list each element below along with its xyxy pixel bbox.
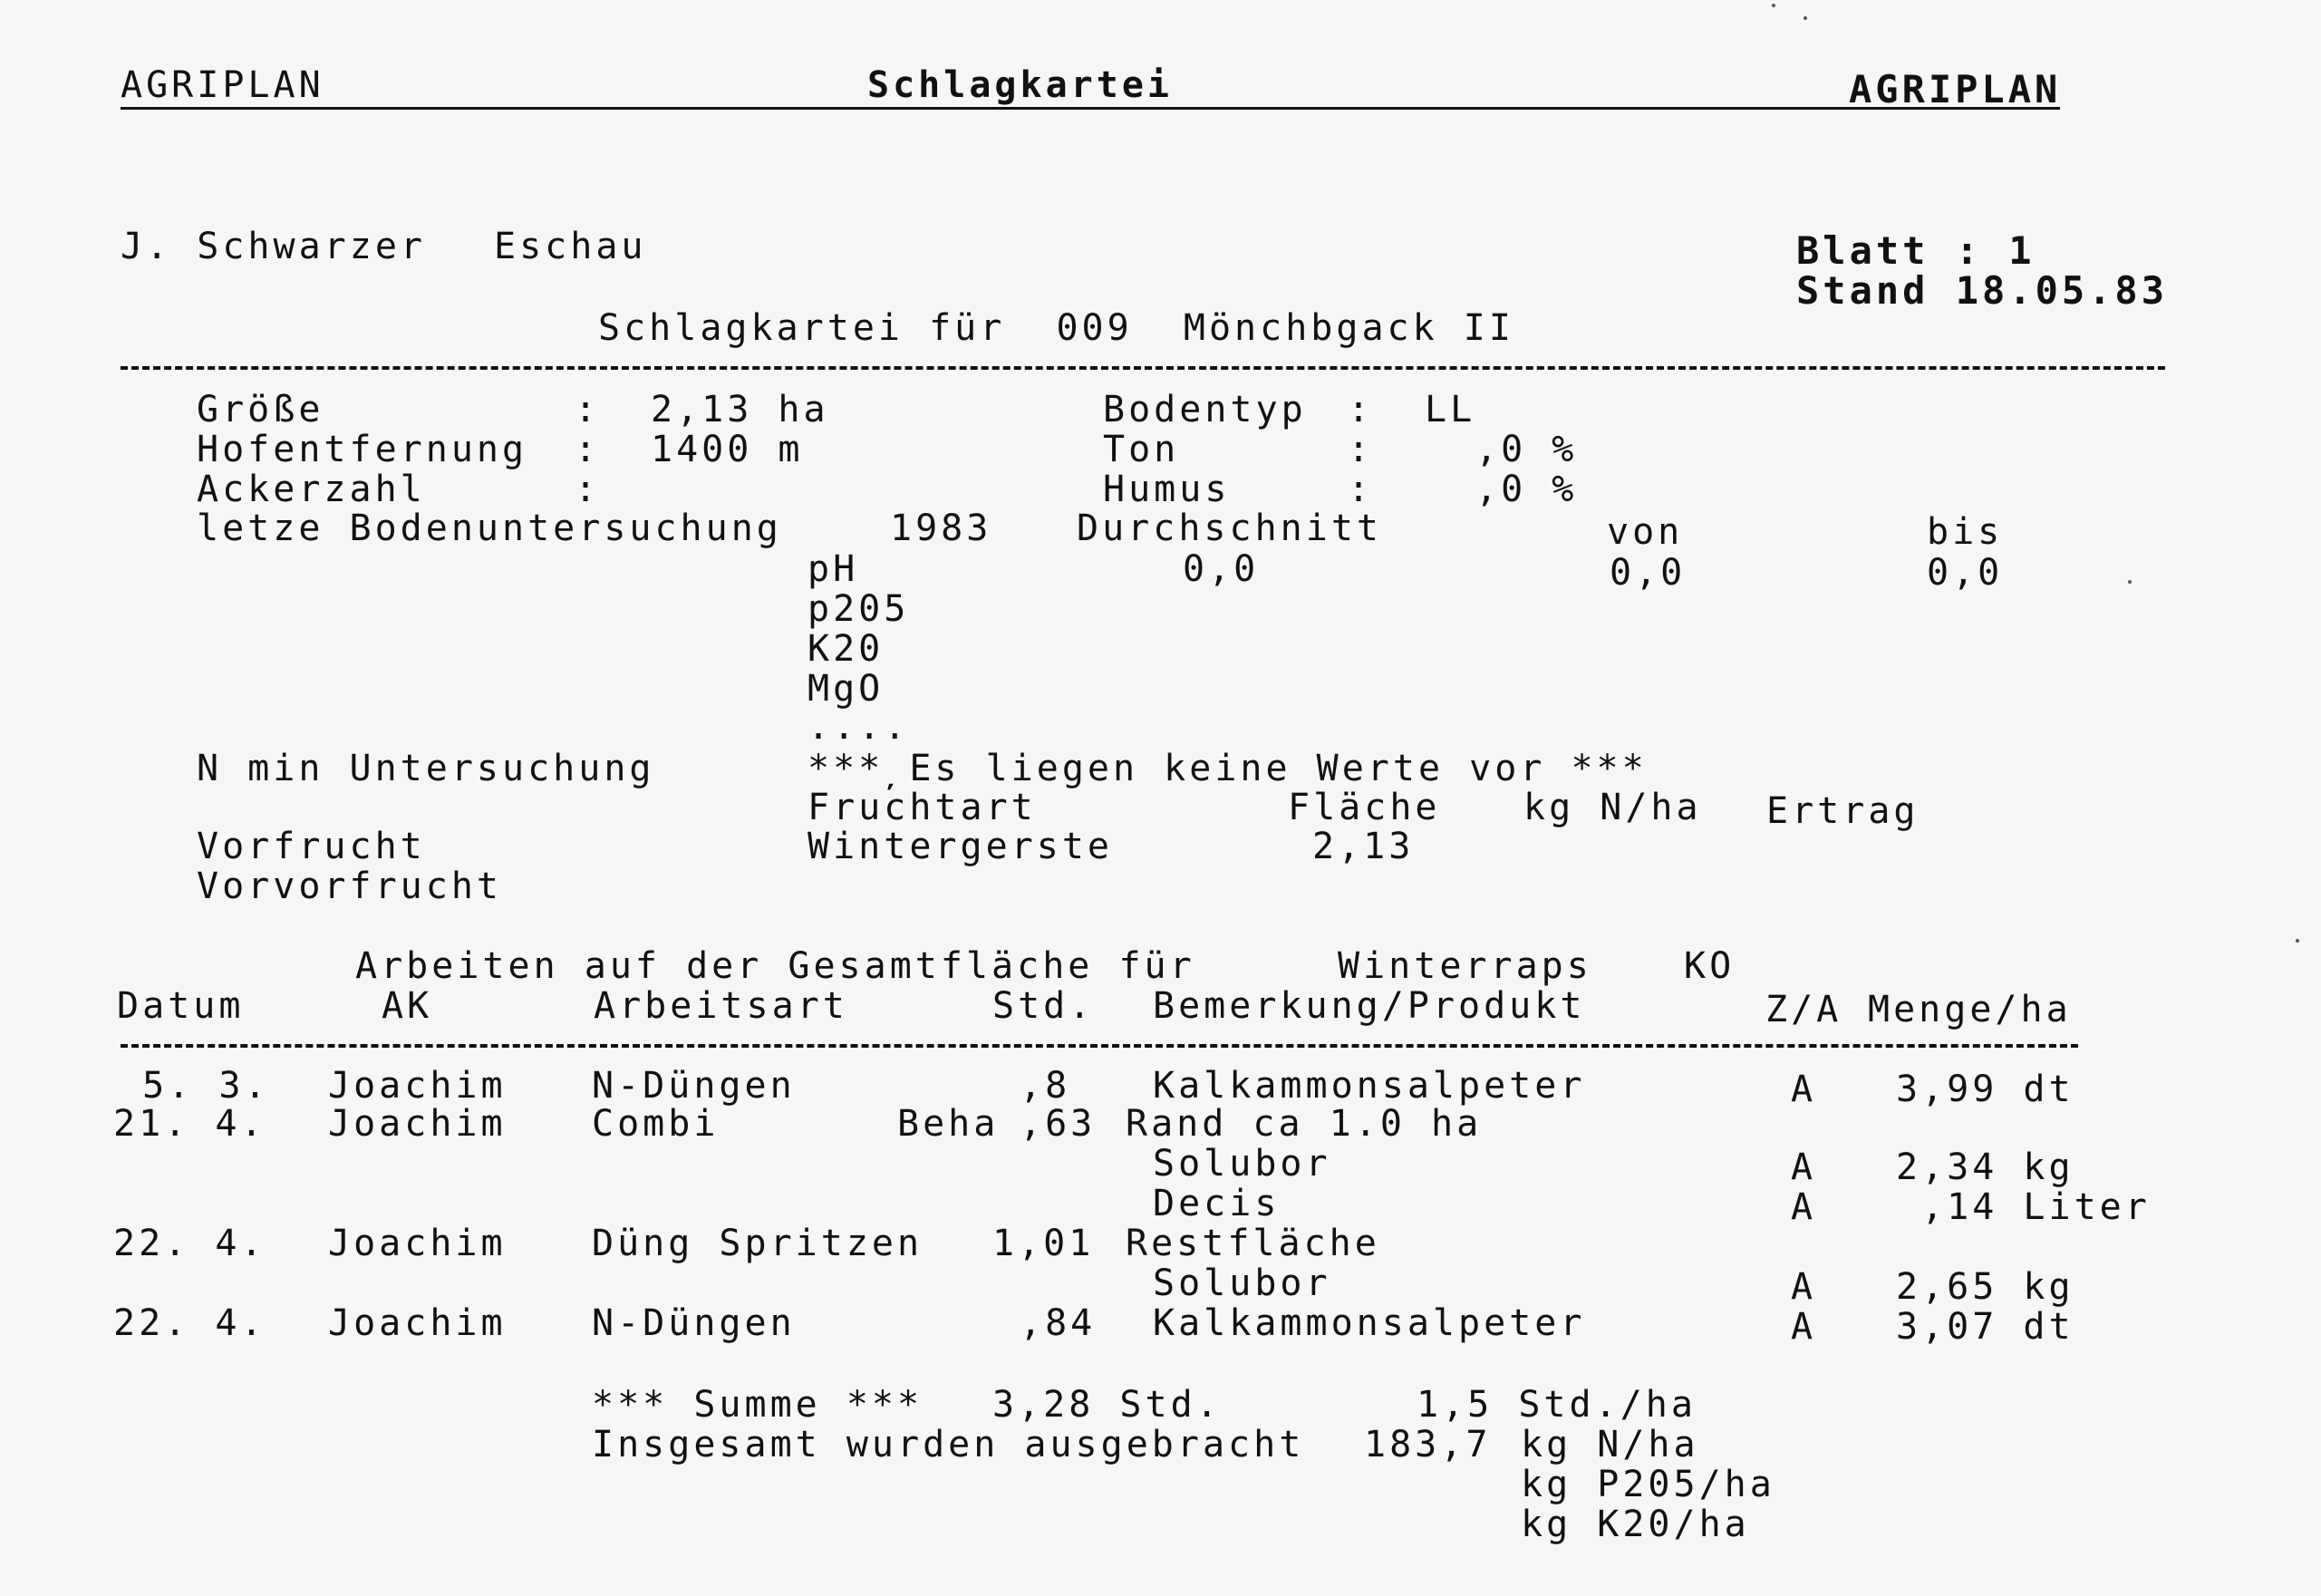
unit-n: kg N/ha	[1521, 1424, 1699, 1465]
nmin-label: N min Untersuchung	[197, 748, 655, 789]
sheet-number: Blatt : 1	[1796, 228, 2036, 273]
row-za: A	[1791, 1306, 1817, 1348]
crop-col-yield: Ertrag	[1766, 790, 1920, 832]
row-bem: Solubor	[1153, 1143, 1331, 1185]
bodentyp-label: Bodentyp	[1103, 389, 1307, 430]
row-menge: 2,65 kg	[1896, 1266, 2074, 1308]
row-bem: Rand ca 1.0 ha	[1126, 1103, 1483, 1145]
crop-col-crop: Fruchtart	[808, 787, 1037, 828]
row-art: N-Düngen	[592, 1302, 796, 1344]
soil-row-name: p205	[808, 588, 910, 630]
header-left: AGRIPLAN	[121, 64, 324, 106]
work-code: KO	[1684, 945, 1736, 987]
total-label: Insgesamt wurden ausgebracht	[592, 1424, 1305, 1465]
hof-value: 1400 m	[651, 429, 804, 470]
col-art: Arbeitsart	[594, 985, 848, 1027]
humus-label: Humus	[1103, 469, 1231, 510]
soil-col-from: von	[1607, 511, 1684, 553]
row-menge: 2,34 kg	[1896, 1146, 2074, 1188]
scan-speck	[2296, 939, 2299, 943]
crop-col-n: kg N/ha	[1523, 787, 1702, 828]
scan-speck	[2128, 580, 2132, 584]
groesse-colon: :	[575, 389, 601, 430]
soil-row-to: 0,0	[1927, 552, 2004, 594]
scan-speck	[1772, 4, 1775, 7]
header-center: Schlagkartei	[867, 64, 1173, 106]
ton-label: Ton	[1103, 429, 1180, 470]
divider-top	[121, 366, 2165, 370]
scan-speck	[1804, 16, 1807, 20]
row-std: ,63	[1020, 1103, 1097, 1145]
nmin-value: ***̦ Es liegen keine Werte vor ***	[808, 748, 1648, 789]
soil-row-name: pH	[808, 548, 859, 590]
sum-label: *** Summe ***	[592, 1384, 924, 1426]
soil-year: 1983	[890, 508, 992, 549]
unit-p: kg P205/ha	[1521, 1464, 1775, 1505]
row-menge: 3,99 dt	[1896, 1069, 2074, 1110]
col-ak: AK	[382, 985, 433, 1027]
row-std: ,8	[1020, 1065, 1071, 1107]
bodentyp-colon: :	[1348, 389, 1374, 430]
sum-per-ha: 1,5 Std./ha	[1417, 1384, 1697, 1426]
row-bem: Solubor	[1153, 1262, 1331, 1304]
acker-label: Ackerzahl	[197, 469, 426, 510]
sum-value: 3,28 Std.	[992, 1384, 1222, 1426]
hof-colon: :	[575, 429, 601, 470]
vorvorfrucht-label: Vorvorfrucht	[197, 866, 502, 907]
row-ak: Joachim	[328, 1065, 507, 1107]
row-std: 1,01	[992, 1223, 1095, 1264]
row-ak: Joachim	[328, 1223, 507, 1264]
row-za: A	[1791, 1069, 1817, 1110]
soil-label: letze Bodenuntersuchung	[197, 508, 782, 549]
row-bem: Kalkammonsalpeter	[1153, 1065, 1586, 1107]
col-bem: Bemerkung/Produkt	[1153, 985, 1586, 1027]
row-menge: 3,07 dt	[1896, 1306, 2074, 1348]
total-n-value: 183,7	[1364, 1424, 1492, 1465]
row-bem: Restfläche	[1126, 1223, 1380, 1264]
vorfrucht-label: Vorfrucht	[197, 826, 426, 867]
header-right: AGRIPLAN	[1849, 67, 2062, 111]
row-datum: 21. 4.	[113, 1103, 266, 1145]
row-za: A	[1791, 1266, 1817, 1308]
humus-colon: :	[1348, 469, 1374, 510]
farm-location: Eschau	[494, 226, 647, 267]
row-datum: 5. 3.	[117, 1065, 270, 1107]
row-art: Düng Spritzen	[592, 1223, 924, 1264]
groesse-value: 2,13 ha	[651, 389, 829, 430]
row-std: ,84	[1020, 1302, 1097, 1344]
work-crop: Winterraps	[1338, 945, 1592, 987]
page-title: Schlagkartei für 009 Mönchbgack II	[598, 307, 1514, 349]
bodentyp-value: LL	[1425, 389, 1476, 430]
humus-value: ,0 %	[1475, 469, 1578, 510]
row-bem: Kalkammonsalpeter	[1153, 1302, 1586, 1344]
col-menge: Menge/ha	[1868, 989, 2072, 1030]
soil-row-name: K20	[808, 628, 885, 670]
row-art: N-Düngen	[592, 1065, 796, 1107]
soil-col-to: bis	[1927, 511, 2004, 553]
ton-colon: :	[1348, 429, 1374, 470]
farm-owner: J. Schwarzer	[121, 226, 426, 267]
hof-label: Hofentfernung	[197, 429, 528, 470]
soil-row-name: MgO	[808, 668, 885, 710]
vorfrucht-crop: Wintergerste	[808, 826, 1113, 867]
row-menge: ,14 Liter	[1896, 1186, 2151, 1228]
acker-colon: :	[575, 469, 601, 510]
row-ak: Joachim	[328, 1302, 507, 1344]
status-date: Stand 18.05.83	[1796, 268, 2169, 313]
soil-row-from: 0,0	[1610, 552, 1687, 594]
soil-row-name: ....	[808, 706, 910, 748]
crop-col-area: Fläche	[1288, 787, 1441, 828]
col-datum: Datum	[117, 985, 245, 1027]
col-za: Z/A	[1765, 989, 1842, 1030]
header-rule	[121, 107, 2060, 110]
divider-work	[121, 1044, 2078, 1048]
row-bem: Decis	[1153, 1183, 1281, 1224]
work-title: Arbeiten auf der Gesamtfläche für	[355, 945, 1195, 987]
row-ak: Joachim	[328, 1103, 507, 1145]
soil-col-avg: Durchschnitt	[1077, 508, 1382, 549]
ton-value: ,0 %	[1475, 429, 1578, 470]
col-std: Std.	[992, 985, 1095, 1027]
unit-k: kg K20/ha	[1521, 1504, 1750, 1545]
groesse-label: Größe	[197, 389, 324, 430]
soil-row-avg: 0,0	[1183, 548, 1260, 590]
row-za: A	[1791, 1186, 1817, 1228]
row-datum: 22. 4.	[113, 1223, 266, 1264]
vorfrucht-area: 2,13	[1312, 826, 1415, 867]
row-za: A	[1791, 1146, 1817, 1188]
row-datum: 22. 4.	[113, 1302, 266, 1344]
row-art: Combi Beha	[592, 1103, 1000, 1145]
